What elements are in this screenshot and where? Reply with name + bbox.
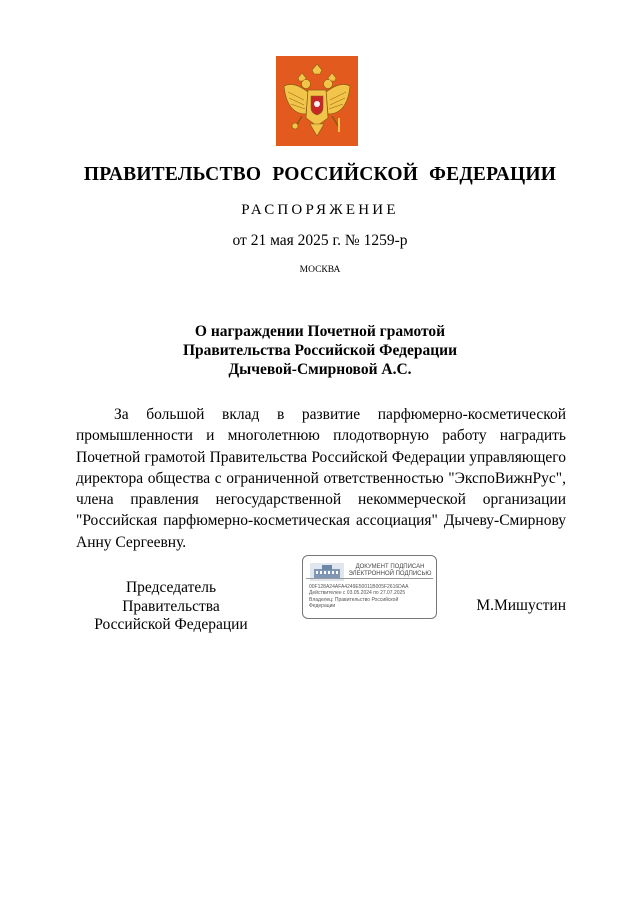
document-body [76,404,566,553]
body-line: Почетной грамотой Правительства Российской Федерации управляющего [76,448,566,466]
signer-title-line: Председатель Правительства [122,579,220,615]
russian-coat-of-arms-icon [276,56,358,146]
body-line: члена правления негосударственной некоммерческой организации [76,491,566,509]
signer-title [76,579,266,635]
stamp-heading-line: ДОКУМЕНТ ПОДПИСАН [355,564,425,570]
signer-name: М.Мишустин [476,597,566,614]
government-title: ПРАВИТЕЛЬСТВО РОССИЙСКОЙ ФЕДЕРАЦИИ [83,164,557,185]
signer-title-line: Российской Федерации [94,616,248,633]
electronic-signature-stamp [302,555,437,619]
body-line: промышленности и многолетнюю плодотворную работу наградить [76,427,566,445]
stamp-owner: Владелец: Правительство Российской [309,596,399,603]
coat-of-arms-emblem [276,56,358,146]
document-date-number: от 21 мая 2025 г. № 1259-р [232,232,408,249]
document-city: МОСКВА [299,265,341,275]
stamp-heading [347,564,433,578]
body-line: "Российская парфюмерно-косметическая ассоциация" Дычеву-Смирнову [76,512,566,530]
stamp-owner: Федерации [309,602,336,609]
stamp-divider [306,578,433,579]
body-line: директора общества с ограниченной ответственностью "ЭкспоВижнРус", [76,469,566,487]
subject-line: Правительства Российской Федерации [182,342,458,359]
stamp-details [309,584,408,609]
body-line: За большой вклад в развитие парфюмерно-косметической [114,406,566,423]
stamp-heading-line: ЭЛЕКТРОННОЙ ПОДПИСЬЮ [348,571,432,577]
stamp-serial: 00F128A24AFA4249E50011B005F2616DAA [309,584,409,590]
document-type: РАСПОРЯЖЕНИЕ [241,202,399,218]
subject-line: О награждении Почетной грамотой [194,323,446,340]
body-line: Анну Сергеевну. [76,533,187,551]
subject-line: Дычевой-Смирновой А.С. [228,361,412,378]
stamp-validity: Действителен с 03.05.2024 по 27.07.2025 [309,590,406,597]
document-subject [0,322,640,379]
